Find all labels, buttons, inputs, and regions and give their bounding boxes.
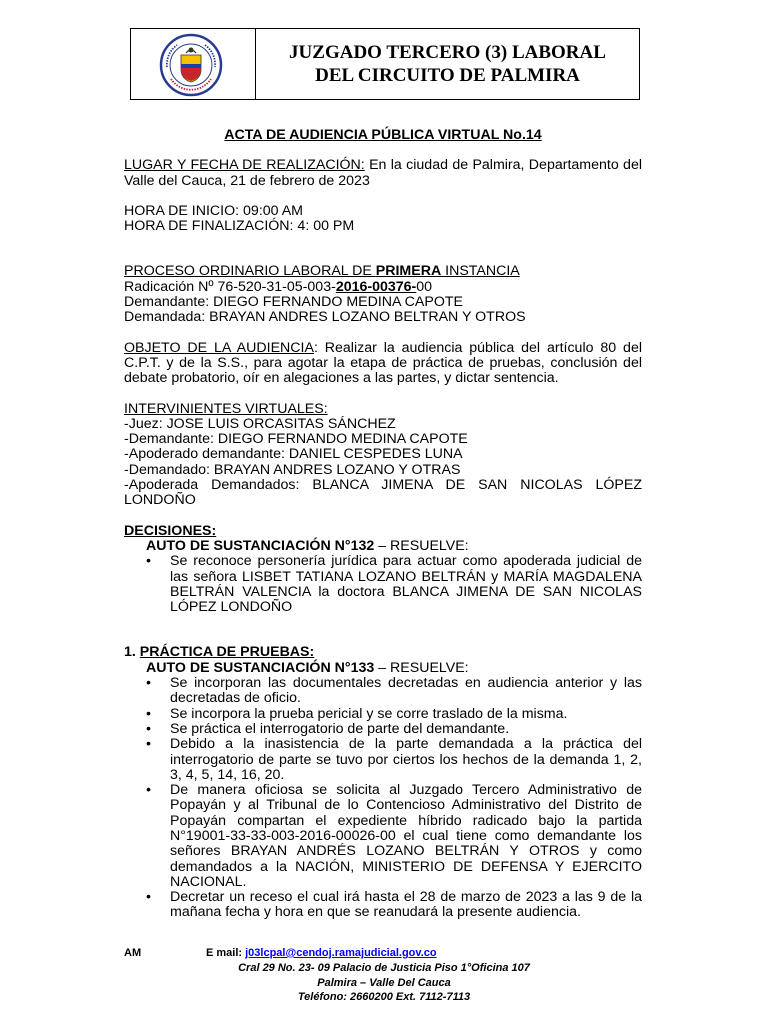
- intervinientes-label: INTERVINIENTES VIRTUALES:: [124, 400, 328, 417]
- auto-133-resuelve: – RESUELVE:: [374, 659, 469, 676]
- auto-132-resuelve: – RESUELVE:: [374, 537, 469, 554]
- footer-email: [206, 946, 437, 961]
- radicacion-pre: Radicación Nº 76-520-31-05-003-: [124, 278, 336, 295]
- footer-am: AM: [124, 947, 142, 959]
- auto-133-list: [124, 676, 642, 921]
- interviniente-item: -Apoderada Demandados: BLANCA JIMENA DE SAN NICOLAS LÓPEZ LONDOÑO: [124, 477, 642, 509]
- interviniente-item: -Juez: JOSE LUIS ORCASITAS SÁNCHEZ: [124, 415, 396, 432]
- radicacion-bold: 2016-00376-: [335, 278, 417, 295]
- court-name-line1: JUZGADO TERCERO (3) LABORAL: [289, 42, 606, 63]
- logo-cell: [131, 29, 256, 99]
- footer-phone: Teléfono: 2660200 Ext. 7112-7113: [297, 991, 471, 1003]
- rama-judicial-seal-icon: [159, 33, 223, 97]
- objeto-label: OBJETO DE LA AUDIENCIA: [124, 339, 314, 356]
- auto-132-title: AUTO DE SUSTANCIACIÓN N°132: [146, 537, 375, 554]
- list-item: • Se reconoce personería jurídica para actuar como apoderada judicial de las señora LISBET TATIANA LOZANO BELTRÁN y MARÍA MAGDALENA BELTRÁN VALENCIA la doctora BLANCA JIMENA DE SAN NICOLAS LÓPEZ LONDOÑO: [124, 554, 642, 615]
- proceso-bold: PRIMERA: [375, 263, 442, 280]
- list-item: • Debido a la inasistencia de la parte demandada a la práctica del interrogatorio de parte se tuvo por ciertos los hechos de la demanda 1, 2, 3, 4, 5, 14, 16, 20.: [124, 737, 642, 783]
- court-name: [256, 29, 639, 99]
- hora-fin: HORA DE FINALIZACIÓN: 4: 00 PM: [124, 218, 355, 235]
- email-link[interactable]: j03lcpal@cendoj.ramajudicial.gov.co: [245, 947, 437, 959]
- document-title: ACTA DE AUDIENCIA PÚBLICA VIRTUAL No.14: [224, 127, 542, 143]
- footer-address: Cral 29 No. 23- 09 Palacio de Justicia Piso 1°Oficina 107: [238, 962, 530, 974]
- radicacion-line: [124, 280, 642, 295]
- header-box: [130, 28, 640, 100]
- proceso-pre: PROCESO ORDINARIO LABORAL DE: [124, 263, 376, 280]
- lugar-fecha: [124, 158, 642, 189]
- list-item: • Se práctica el interrogatorio de parte del demandante.: [124, 722, 642, 737]
- auto-132-heading: [124, 539, 642, 554]
- email-label: E mail:: [206, 947, 246, 959]
- proceso-line: [124, 264, 642, 279]
- lugar-text: En la ciudad de Palmira, Departamento del Valle del Cauca, 21 de febrero de 2023: [124, 157, 642, 189]
- hora-inicio: HORA DE INICIO: 09:00 AM: [124, 202, 303, 219]
- decisiones-label: DECISIONES:: [124, 522, 217, 539]
- lugar-label: LUGAR Y FECHA DE REALIZACIÓN:: [124, 157, 365, 174]
- document-body: [124, 128, 642, 921]
- court-name-line2: DEL CIRCUITO DE PALMIRA: [315, 65, 580, 86]
- list-item: • De manera oficiosa se solicita al Juzgado Tercero Administrativo de Popayán y al Tribunal de lo Contencioso Administrativo del Distrito de Popayán compartan el expediente híbrido radicado bajo la partida N°19001-33-33-003-2016-00026-00 el cual tiene como demandante los señores BRAYAN ANDRÉS LOZANO BELTRÁN Y OTROS y como demandados a la NACIÓN, MINISTERIO DE DEFENSA Y EJERCITO NACIONAL.: [124, 783, 642, 890]
- demandante-line: Demandante: DIEGO FERNANDO MEDINA CAPOTE: [124, 294, 464, 311]
- radicacion-post: 00: [416, 278, 433, 295]
- footer: [124, 946, 644, 1005]
- list-item: • Se incorporan las documentales decretadas en audiencia anterior y las decretadas de oficio.: [124, 676, 642, 707]
- section-1-heading: [124, 645, 642, 660]
- interviniente-item: -Demandado: BRAYAN ANDRES LOZANO Y OTRAS: [124, 461, 461, 478]
- interviniente-item: -Demandante: DIEGO FERNANDO MEDINA CAPOTE: [124, 431, 468, 448]
- objeto-text: : Realizar la audiencia pública del artículo 80 del C.P.T. y de la S.S., para agotar la etapa de práctica de pruebas, conclusión del debate probatorio, oír en alegaciones a las partes, y dictar sentencia.: [124, 339, 642, 387]
- section-1-label: PRÁCTICA DE PRUEBAS:: [139, 644, 315, 661]
- auto-132-list: [124, 554, 642, 615]
- interviniente-item: -Apoderado demandante: DANIEL CESPEDES LUNA: [124, 446, 463, 463]
- section-1-number: 1.: [124, 644, 140, 661]
- proceso-post: INSTANCIA: [441, 263, 520, 280]
- objeto-paragraph: [124, 341, 642, 387]
- list-item: • Decretar un receso el cual irá hasta el 28 de marzo de 2023 a las 9 de la mañana fecha y hora en que se reanudará la presente audiencia.: [124, 890, 642, 921]
- footer-city: Palmira – Valle Del Cauca: [317, 976, 451, 989]
- auto-133-heading: [124, 661, 642, 676]
- auto-133-title: AUTO DE SUSTANCIACIÓN N°133: [146, 659, 375, 676]
- list-item: • Se incorpora la prueba pericial y se corre traslado de la misma.: [124, 707, 642, 722]
- demandada-line: Demandada: BRAYAN ANDRES LOZANO BELTRAN Y OTROS: [124, 309, 526, 326]
